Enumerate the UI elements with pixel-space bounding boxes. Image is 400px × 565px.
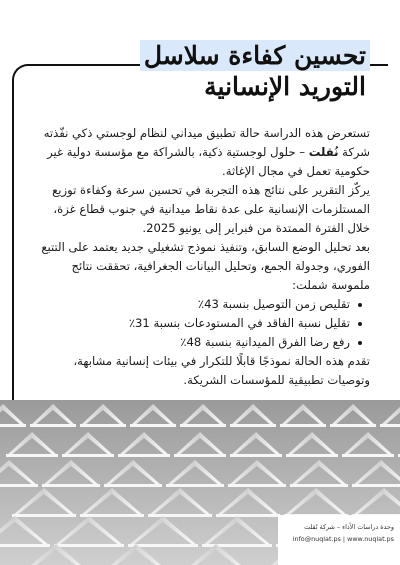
grid-edge xyxy=(352,484,400,487)
grid-edge xyxy=(202,544,272,547)
grid-edge xyxy=(180,424,226,427)
result-item: تقليص زمن التوصيل بنسبة 43٪ xyxy=(30,295,350,314)
title-line-2: التوريد الإنسانية xyxy=(200,71,370,102)
grid-edge xyxy=(380,424,400,427)
grid-edge xyxy=(130,424,176,427)
result-item: تقليل نسبة الفاقد في المستودعات بنسبة 31٪ xyxy=(30,314,350,333)
grid-edge xyxy=(290,484,348,487)
grid-edge xyxy=(118,454,170,457)
intro-text-before: تستعرض هذه الدراسة حالة تطبيق ميداني لنظام لوجستي ذكي نفّذته شركة xyxy=(43,126,370,159)
title-line-1: تحسين كفاءة سلاسل xyxy=(140,40,370,71)
grid-edge xyxy=(54,544,124,547)
grid-edge xyxy=(80,424,126,427)
grid-edge xyxy=(12,514,76,517)
grid-edge xyxy=(30,424,76,427)
company-name: نُقلت xyxy=(308,145,339,159)
method-paragraph: بعد تحليل الوضع السابق، وتنفيذ نموذج تشغيلي جديد يعتمد على التتبع الفوري، وجدولة الجمع، وتحليل البيانات الجغرافية، تحققت نتائج ملموسة شملت: xyxy=(41,240,370,292)
grid-edge xyxy=(228,484,286,487)
footer-unit: وحدة دراسات الأداء – شركة نُقلت xyxy=(304,523,394,531)
report-body xyxy=(30,124,370,390)
grid-edge xyxy=(216,514,280,517)
grid-edge xyxy=(104,484,162,487)
grid-edge xyxy=(174,454,226,457)
intro-text-after: – حلول لوجستية ذكية، بالشراكة مع مؤسسة دولية غير حكومية تعمل في مجال الإغاثة. xyxy=(47,145,370,178)
page-title xyxy=(70,40,370,102)
result-item: رفع رضا الفرق الميدانية بنسبة 48٪ xyxy=(30,333,350,352)
grid-edge xyxy=(62,454,114,457)
grid-edge xyxy=(0,484,38,487)
grid-edge xyxy=(342,454,394,457)
conclusion-paragraph: تقدم هذه الحالة نموذجًا قابلًا للتكرار في بيئات إنسانية مشابهة، وتوصيات تطبيقية للمؤسسات الشريكة. xyxy=(73,354,370,387)
footer-contact: info@nuqlat.ps | www.nuqlat.ps xyxy=(292,535,394,543)
grid-edge xyxy=(0,424,26,427)
intro-paragraph xyxy=(30,124,370,181)
grid-edge xyxy=(0,544,50,547)
grid-edge xyxy=(330,424,376,427)
grid-edge xyxy=(280,424,326,427)
results-list xyxy=(30,295,370,352)
grid-edge xyxy=(166,484,224,487)
grid-edge xyxy=(286,454,338,457)
grid-edge xyxy=(6,454,58,457)
grid-edge xyxy=(148,514,212,517)
grid-edge xyxy=(42,484,100,487)
focus-paragraph: يركّز التقرير على نتائج هذه التجربة في تحسين سرعة وكفاءة توزيع المستلزمات الإنسانية على عدة نقاط ميدانية في جنوب قطاع غزة، خلال الفترة الممتدة من فبراير إلى يونيو 2025. xyxy=(52,183,370,235)
grid-edge xyxy=(230,454,282,457)
grid-edge xyxy=(230,424,276,427)
footer-card xyxy=(278,515,400,565)
